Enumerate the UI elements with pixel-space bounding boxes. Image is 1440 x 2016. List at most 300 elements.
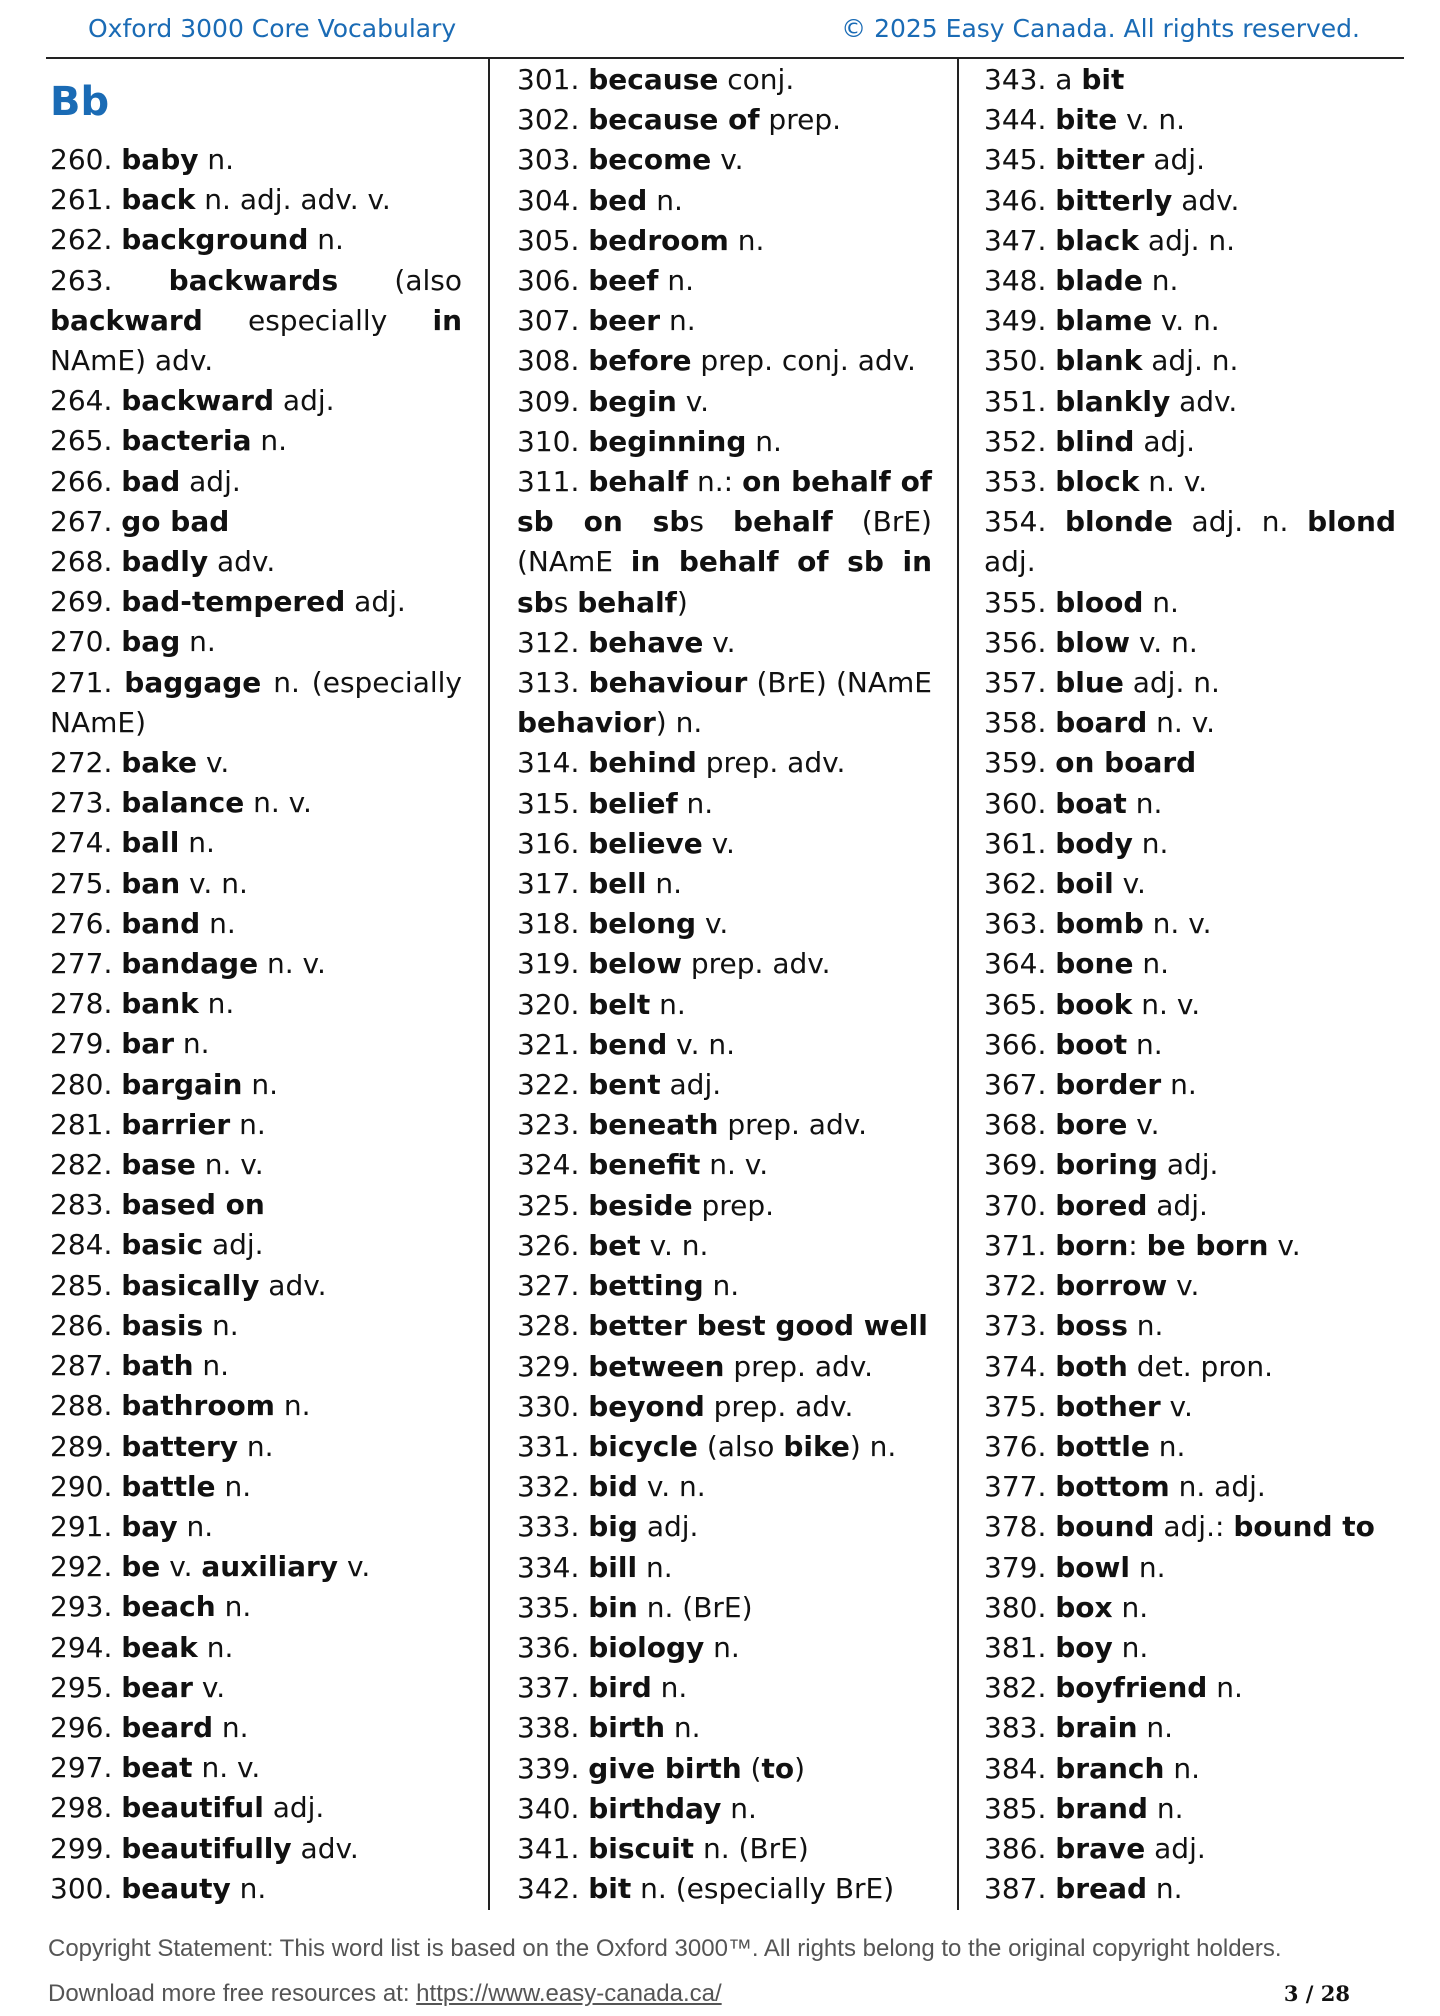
- headword: be: [121, 1550, 161, 1584]
- word-entry: [50, 1829, 462, 1869]
- entry-number: 387.: [984, 1872, 1056, 1906]
- entry-label: n.: [1147, 1872, 1183, 1906]
- entry-number: 264.: [50, 384, 122, 418]
- headword: behalf: [733, 505, 833, 539]
- entry-number: 271.: [50, 665, 125, 699]
- headword: band: [121, 906, 201, 940]
- word-entry: [50, 220, 462, 260]
- entry-number: 261.: [50, 183, 122, 217]
- word-entry: [984, 623, 1396, 663]
- headword: box: [1055, 1590, 1113, 1624]
- entry-label: v. n.: [180, 866, 248, 900]
- entry-number: 305.: [517, 223, 589, 257]
- entry-label: n. (especially BrE): [631, 1872, 895, 1906]
- entry-number: 302.: [517, 103, 589, 137]
- entry-number: 361.: [984, 826, 1056, 860]
- word-entry: [50, 421, 462, 461]
- entry-label: n.: [1147, 1791, 1184, 1825]
- word-entry: [50, 1266, 462, 1306]
- headword: give birth: [588, 1751, 742, 1785]
- entry-label: adv.: [1170, 384, 1238, 418]
- headword: bandage: [121, 947, 259, 981]
- entry-number: 344.: [984, 103, 1056, 137]
- entry-number: 294.: [50, 1630, 122, 1664]
- entry-number: 377.: [984, 1470, 1056, 1504]
- entry-label: a: [1055, 63, 1082, 96]
- entry-label: adj. n.: [1172, 505, 1308, 539]
- word-entry: [50, 1427, 462, 1467]
- entry-number: 316.: [517, 826, 589, 860]
- entry-number: 378.: [984, 1510, 1056, 1544]
- entry-number: 336.: [517, 1630, 589, 1664]
- entry-number: 282.: [50, 1148, 122, 1182]
- entry-label: v.: [338, 1550, 371, 1584]
- entry-label: v. n.: [1117, 103, 1186, 137]
- word-entry: [517, 1668, 932, 1708]
- word-column-2: [517, 60, 932, 1909]
- headword: board: [1055, 706, 1148, 740]
- entry-number: 275.: [50, 866, 122, 900]
- word-entry: [517, 1105, 932, 1145]
- word-entry: [50, 1306, 462, 1346]
- entry-number: 279.: [50, 1027, 122, 1061]
- headword: bad: [121, 464, 181, 498]
- page-number: 3 / 28: [1283, 1981, 1350, 2006]
- word-entry: [50, 1668, 462, 1708]
- entry-number: 290.: [50, 1469, 122, 1503]
- headword: bored: [1055, 1188, 1148, 1222]
- entry-label: n.: [658, 264, 695, 298]
- word-entry: [50, 462, 462, 502]
- headword: bowl: [1055, 1550, 1130, 1584]
- word-entry: [984, 1186, 1396, 1226]
- word-entry: [984, 1025, 1396, 1065]
- entry-label: n.: [1207, 1671, 1243, 1705]
- entry-number: 301.: [517, 63, 589, 96]
- headword: bottle: [1055, 1429, 1150, 1463]
- entry-label: :: [1128, 1228, 1147, 1262]
- entry-label: n.: [721, 1791, 757, 1825]
- entry-label: prep. adv.: [681, 947, 831, 981]
- headword: behalf: [577, 585, 677, 619]
- headword: blade: [1055, 264, 1143, 298]
- entry-number: 383.: [984, 1711, 1056, 1745]
- copyright-statement: Copyright Statement: This word list is based on the Oxford 3000™. All rights belong to the original copyright holders.: [48, 1935, 1282, 1962]
- headword: become: [588, 143, 712, 177]
- entry-label: n.: [230, 1871, 267, 1905]
- entry-number: 329.: [517, 1349, 589, 1383]
- entry-label: n. v.: [195, 1148, 264, 1182]
- entry-label: adj. n.: [1123, 666, 1220, 700]
- headword: behavior: [517, 706, 656, 740]
- word-column-1: [50, 60, 462, 1909]
- entry-number: 346.: [984, 183, 1056, 217]
- headword: beyond: [588, 1389, 705, 1423]
- entry-label: n.: [646, 867, 683, 901]
- word-entry: [517, 60, 932, 100]
- entry-label: prep. adv.: [718, 1108, 868, 1142]
- entry-label: n.: [1132, 826, 1169, 860]
- entry-number: 374.: [984, 1349, 1056, 1383]
- headword: behalf: [588, 465, 688, 499]
- headword: brand: [1055, 1791, 1148, 1825]
- word-entry: [50, 823, 462, 863]
- entry-number: 334.: [517, 1550, 589, 1584]
- word-entry: [984, 140, 1396, 180]
- entry-label: adj.: [637, 1510, 699, 1544]
- entry-label: adv.: [208, 545, 276, 579]
- headword: badly: [121, 545, 209, 579]
- entry-number: 342.: [517, 1872, 589, 1906]
- headword: bend: [588, 1027, 668, 1061]
- headword: behaviour: [588, 666, 748, 700]
- entry-number: 299.: [50, 1831, 122, 1865]
- headword: bank: [121, 987, 199, 1021]
- entry-label: (also: [338, 263, 463, 297]
- headword: basically: [121, 1268, 260, 1302]
- entry-number: 355.: [984, 585, 1056, 619]
- entry-number: 280.: [50, 1067, 122, 1101]
- headword: book: [1055, 987, 1133, 1021]
- entry-label: n.: [1130, 1550, 1166, 1584]
- word-entry: [517, 1588, 932, 1628]
- word-entry: [517, 864, 932, 904]
- entry-number: 353.: [984, 465, 1056, 499]
- entry-label: adj.: [660, 1068, 722, 1102]
- entry-number: 360.: [984, 786, 1056, 820]
- headword: back: [121, 183, 196, 217]
- entry-number: 283.: [50, 1188, 122, 1222]
- entry-label: n. (BrE): [694, 1831, 809, 1865]
- entry-number: 385.: [984, 1791, 1056, 1825]
- entry-label: adj.: [1134, 424, 1195, 458]
- headword: bent: [588, 1068, 661, 1102]
- headword: black: [1055, 223, 1140, 257]
- entry-number: 350.: [984, 344, 1056, 378]
- headword: boy: [1055, 1630, 1113, 1664]
- word-entry: [50, 1587, 462, 1627]
- entry-number: 325.: [517, 1188, 589, 1222]
- word-entry: [50, 542, 462, 582]
- headword: baggage: [124, 665, 262, 699]
- headword: boring: [1055, 1148, 1158, 1182]
- entry-number: 289.: [50, 1429, 122, 1463]
- headword: be born: [1146, 1228, 1269, 1262]
- entry-number: 286.: [50, 1308, 122, 1342]
- entry-label: adv.: [291, 1831, 359, 1865]
- headword: bill: [588, 1550, 638, 1584]
- headword: bread: [1055, 1872, 1148, 1906]
- word-entry: [984, 462, 1396, 502]
- headword: blind: [1055, 424, 1135, 458]
- word-entry: [984, 944, 1396, 984]
- word-entry: [984, 743, 1396, 783]
- entry-number: 380.: [984, 1590, 1056, 1624]
- entry-number: 345.: [984, 143, 1056, 177]
- word-entry: [50, 140, 462, 180]
- headword: beer: [588, 304, 661, 338]
- word-entry: [517, 422, 932, 462]
- entry-label: v. n.: [667, 1027, 736, 1061]
- headword: bad-tempered: [121, 585, 346, 619]
- entry-number: 288.: [50, 1389, 122, 1423]
- headword: bin: [588, 1590, 638, 1624]
- entry-label: especially: [202, 303, 433, 337]
- entry-number: 295.: [50, 1670, 122, 1704]
- entry-label: n.: [198, 143, 235, 176]
- entry-number: 273.: [50, 786, 122, 820]
- entry-number: 310.: [517, 424, 589, 458]
- entry-number: 382.: [984, 1671, 1056, 1705]
- word-column-3: [984, 60, 1396, 1909]
- headword: backward: [50, 303, 203, 337]
- entry-label: v.: [1160, 1389, 1193, 1423]
- headword: body: [1055, 826, 1133, 860]
- entry-label: n. (BrE): [637, 1590, 753, 1624]
- entry-label: n.: [1112, 1630, 1149, 1664]
- entry-label: n.: [308, 223, 344, 257]
- word-entry: [517, 261, 932, 301]
- entry-label: NAmE) adv.: [50, 344, 214, 378]
- column-divider: [488, 58, 490, 1910]
- entry-label: n. v.: [258, 947, 326, 981]
- word-entry: [517, 100, 932, 140]
- word-entry: [984, 1105, 1396, 1145]
- word-entry: [50, 502, 462, 542]
- entry-label: n. v.: [1132, 987, 1201, 1021]
- headword: on behalf of sb on sb: [517, 465, 932, 539]
- word-entry: [984, 1548, 1396, 1588]
- headword: bit: [588, 1872, 632, 1906]
- word-entry: [517, 1749, 932, 1789]
- headword: betting: [588, 1269, 704, 1303]
- headword: basis: [121, 1308, 204, 1342]
- entry-label: n.: [215, 1590, 252, 1624]
- headword: backwards: [168, 263, 339, 297]
- word-entry: [50, 1507, 462, 1547]
- download-link[interactable]: https://www.easy-canada.ca/: [416, 1980, 722, 2007]
- entry-label: n.: [660, 304, 696, 338]
- entry-number: 284.: [50, 1228, 122, 1262]
- headword: bound to: [1233, 1510, 1375, 1544]
- word-entry: [984, 864, 1396, 904]
- word-entry: [517, 1548, 932, 1588]
- headword: to: [761, 1751, 795, 1785]
- entry-number: 339.: [517, 1751, 589, 1785]
- entry-label: n.: [180, 625, 216, 659]
- entry-label: (BrE) (NAmE: [517, 505, 932, 579]
- entry-label: n.: [665, 1711, 701, 1745]
- word-entry: [50, 944, 462, 984]
- entry-number: 320.: [517, 987, 589, 1021]
- word-entry: [517, 181, 932, 221]
- entry-number: 274.: [50, 826, 122, 860]
- headword: beginning: [588, 424, 747, 458]
- word-entry: [517, 985, 932, 1025]
- word-entry: [50, 1185, 462, 1225]
- headword: belt: [588, 987, 651, 1021]
- headword: boot: [1055, 1027, 1128, 1061]
- entry-number: 312.: [517, 625, 589, 659]
- word-entry: [984, 1708, 1396, 1748]
- word-entry: [984, 341, 1396, 381]
- entry-number: 303.: [517, 143, 589, 177]
- headword: beef: [588, 264, 659, 298]
- word-entry: [984, 1306, 1396, 1346]
- headword: bath: [121, 1349, 194, 1383]
- entry-label: n. v.: [700, 1148, 769, 1182]
- word-entry: [984, 100, 1396, 140]
- headword: birthday: [588, 1791, 722, 1825]
- headword: between: [588, 1349, 725, 1383]
- word-entry: [984, 985, 1396, 1025]
- word-entry: [984, 824, 1396, 864]
- headword: boil: [1055, 867, 1114, 901]
- word-entry: [984, 181, 1396, 221]
- headword: bit: [1081, 63, 1125, 96]
- word-entry: [984, 301, 1396, 341]
- word-entry: [517, 904, 932, 944]
- entry-label: n. (especially NAmE): [50, 665, 462, 739]
- headword: beach: [121, 1590, 216, 1624]
- word-entry: [50, 1547, 462, 1587]
- word-entry: [517, 1427, 932, 1467]
- entry-number: 268.: [50, 545, 122, 579]
- entry-number: 322.: [517, 1068, 589, 1102]
- word-entry: [50, 582, 462, 622]
- word-entry: [984, 1628, 1396, 1668]
- entry-label: prep.: [692, 1188, 775, 1222]
- entry-label: v. n.: [1151, 304, 1220, 338]
- entry-number: 371.: [984, 1228, 1056, 1262]
- headword: blow: [1055, 625, 1130, 659]
- headword: bedroom: [588, 223, 729, 257]
- entry-number: 272.: [50, 746, 122, 780]
- word-entry: [984, 663, 1396, 703]
- entry-number: 327.: [517, 1269, 589, 1303]
- entry-label: n.: [637, 1550, 673, 1584]
- entry-label: n.: [1127, 1309, 1164, 1343]
- entry-label: n. adj. adv. v.: [195, 183, 391, 217]
- entry-number: 341.: [517, 1831, 589, 1865]
- entry-number: 326.: [517, 1228, 589, 1262]
- entry-number: 349.: [984, 304, 1056, 338]
- entry-label: n. v.: [244, 786, 312, 820]
- entry-number: 323.: [517, 1108, 589, 1142]
- word-entry: [50, 1225, 462, 1265]
- entry-number: 347.: [984, 223, 1056, 257]
- word-entry: [984, 784, 1396, 824]
- word-entry: [984, 1829, 1396, 1869]
- word-entry: [517, 1467, 932, 1507]
- headword: baby: [121, 143, 199, 176]
- headword: blonde: [1065, 505, 1173, 539]
- entry-label: adj.: [1144, 143, 1205, 177]
- word-entry: [50, 1628, 462, 1668]
- entry-label: n.: [174, 1027, 210, 1061]
- headword: believe: [588, 826, 703, 860]
- entry-label: n.: [1143, 585, 1179, 619]
- entry-label: n.: [230, 1107, 266, 1141]
- entry-number: 260.: [50, 143, 122, 176]
- entry-label: (: [741, 1751, 762, 1785]
- entry-label: adj.: [274, 384, 335, 418]
- word-entry: [517, 382, 932, 422]
- entry-number: 356.: [984, 625, 1056, 659]
- headword: bacteria: [121, 424, 252, 458]
- word-entry: [50, 1024, 462, 1064]
- entry-label: n.: [1142, 264, 1179, 298]
- entry-label: n.:: [687, 465, 743, 499]
- entry-number: 375.: [984, 1389, 1056, 1423]
- entry-label: n. v.: [192, 1751, 261, 1785]
- entry-label: adj.:: [1154, 1510, 1234, 1544]
- word-entry: [517, 1025, 932, 1065]
- headword: barrier: [121, 1107, 231, 1141]
- header-title: Oxford 3000 Core Vocabulary: [88, 14, 457, 43]
- headword: beautiful: [121, 1791, 264, 1825]
- headword: bag: [121, 625, 181, 659]
- entry-number: 331.: [517, 1429, 589, 1463]
- entry-number: 384.: [984, 1751, 1056, 1785]
- word-entry: [50, 261, 462, 382]
- headword: bother: [1055, 1389, 1161, 1423]
- entry-label: adj. n.: [1139, 223, 1236, 257]
- word-entry: [517, 1628, 932, 1668]
- headword: bet: [588, 1228, 641, 1262]
- entry-label: v.: [676, 384, 710, 418]
- header-rule: [46, 57, 1404, 59]
- entry-label: n.: [1127, 1027, 1163, 1061]
- entry-number: 292.: [50, 1550, 122, 1584]
- entry-label: adj.: [345, 585, 406, 619]
- entry-number: 285.: [50, 1268, 122, 1302]
- word-entry: [984, 1387, 1396, 1427]
- headword: begin: [588, 384, 677, 418]
- headword: biscuit: [588, 1831, 695, 1865]
- entry-label: v.: [1127, 1108, 1160, 1142]
- entry-label: v.: [703, 625, 736, 659]
- entry-label: n.: [203, 1308, 239, 1342]
- entry-label: n. v.: [1147, 706, 1216, 740]
- word-entry: [984, 1588, 1396, 1628]
- entry-label: v.: [197, 746, 230, 780]
- entry-number: 306.: [517, 264, 589, 298]
- word-entry: [50, 984, 462, 1024]
- word-entry: [50, 1467, 462, 1507]
- word-entry: [50, 1105, 462, 1145]
- entry-number: 293.: [50, 1590, 122, 1624]
- entry-label: n.: [177, 1509, 214, 1543]
- entry-label: adj.: [263, 1791, 325, 1825]
- entry-label: conj.: [718, 63, 795, 96]
- word-entry: [50, 381, 462, 421]
- entry-label: ): [794, 1751, 806, 1785]
- word-entry: [984, 1869, 1396, 1909]
- entry-number: 358.: [984, 706, 1056, 740]
- entry-number: 362.: [984, 867, 1056, 901]
- headword: block: [1055, 465, 1140, 499]
- headword: brave: [1055, 1831, 1146, 1865]
- headword: beat: [121, 1751, 193, 1785]
- headword: bird: [588, 1671, 652, 1705]
- word-entry: [984, 1226, 1396, 1266]
- entry-label: n.: [238, 1429, 274, 1463]
- headword: backward: [121, 384, 275, 418]
- word-entry: [984, 1266, 1396, 1306]
- entry-label: ): [676, 585, 688, 619]
- headword: branch: [1055, 1751, 1165, 1785]
